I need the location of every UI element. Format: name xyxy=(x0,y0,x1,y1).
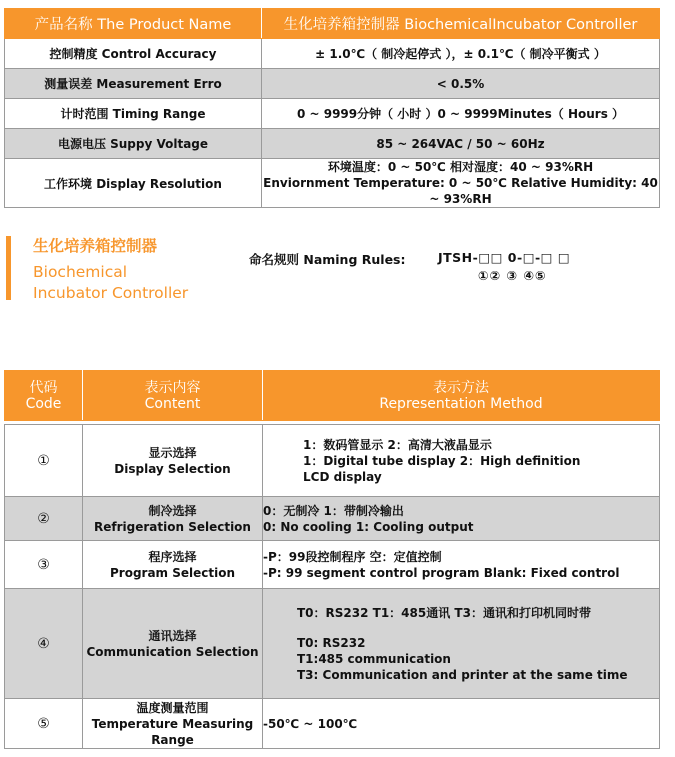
method-cell xyxy=(263,699,660,749)
method-line: 1：数码管显示 2：高清大液晶显示 xyxy=(303,437,492,452)
method-cell xyxy=(263,589,660,699)
content-cell xyxy=(83,497,263,541)
header-cn: 代码 xyxy=(29,379,58,396)
section-subtitle-line2: Incubator Controller xyxy=(33,284,189,302)
content-cn: 温度测量范围 xyxy=(136,700,209,715)
code-cell: ① xyxy=(5,425,83,497)
content-cn: 通讯选择 xyxy=(148,628,197,643)
spec-row-timing xyxy=(5,99,660,129)
content-cn: 程序选择 xyxy=(148,549,197,564)
method-cell xyxy=(263,497,660,541)
header-en: Content xyxy=(144,395,201,412)
method-cell xyxy=(263,541,660,589)
spec-label: 控制精度 Control Accuracy xyxy=(5,39,262,69)
code-cell: ② xyxy=(5,497,83,541)
code-cell: ③ xyxy=(5,541,83,589)
spec-row-voltage xyxy=(5,129,660,159)
content-cell xyxy=(83,425,263,497)
method-cell xyxy=(263,425,660,497)
spec-header-product: 生化培养箱控制器 BiochemicalIncubator Controller xyxy=(262,9,660,39)
content-cell xyxy=(83,699,263,749)
content-en: Display Selection xyxy=(114,461,231,476)
code-header-content xyxy=(83,371,263,421)
code-row-temperature xyxy=(5,699,660,749)
spec-header-name: 产品名称 The Product Name xyxy=(5,9,262,39)
spec-header-row xyxy=(5,9,660,39)
spec-value-line: Enviornment Temperature: 0 ~ 50℃ Relative Humidity: 40 ~ 93%RH xyxy=(263,176,658,206)
content-cell xyxy=(83,589,263,699)
spec-value: 85 ~ 264VAC / 50 ~ 60Hz xyxy=(262,129,660,159)
method-line: T3: Communication and printer at the same time xyxy=(297,667,628,682)
spec-value: ± 1.0℃（ 制冷起停式 ），± 0.1℃（ 制冷平衡式 ） xyxy=(262,39,660,69)
spec-value xyxy=(262,159,660,208)
method-line: -50℃ ~ 100℃ xyxy=(263,716,358,731)
header-en: Code xyxy=(25,395,62,412)
spec-row-environment xyxy=(5,159,660,208)
accent-bar xyxy=(6,236,11,300)
spec-value: 0 ~ 9999分钟（ 小时 ）0 ~ 9999Minutes（ Hours ） xyxy=(262,99,660,129)
code-table xyxy=(4,370,660,749)
content-cn: 制冷选择 xyxy=(148,503,197,518)
code-cell: ⑤ xyxy=(5,699,83,749)
method-line: 0: No cooling 1: Cooling output xyxy=(263,519,474,534)
method-line: 1：Digital tube display 2：High definition xyxy=(303,453,581,468)
content-en: Communication Selection xyxy=(86,644,259,659)
header-en: Representation Method xyxy=(379,395,543,412)
content-en: Program Selection xyxy=(109,565,236,580)
header-cn: 表示方法 xyxy=(433,379,489,396)
code-header-row xyxy=(5,371,660,421)
code-row-refrigeration xyxy=(5,497,660,541)
code-header-method xyxy=(263,371,660,421)
method-line: -P：99段控制程序 空：定值控制 xyxy=(263,549,442,564)
code-cell: ④ xyxy=(5,589,83,699)
spec-value-line: 环境温度：0 ~ 50℃ 相对湿度：40 ~ 93%RH xyxy=(327,160,594,174)
spec-label: 计时范围 Timing Range xyxy=(5,99,262,129)
naming-code: JTSH-□□ 0-□-□ □ xyxy=(438,250,571,265)
code-header-code xyxy=(5,371,83,421)
code-row-communication xyxy=(5,589,660,699)
spec-label: 电源电压 Suppy Voltage xyxy=(5,129,262,159)
naming-index: ①② ③ ④⑤ xyxy=(478,268,547,283)
content-en: Temperature Measuring Range xyxy=(91,716,254,747)
content-en: Refrigeration Selection xyxy=(94,519,251,534)
method-line: T1:485 communication xyxy=(297,651,451,666)
spec-table xyxy=(4,8,660,208)
content-cell xyxy=(83,541,263,589)
section-subtitle-line1: Biochemical xyxy=(33,263,128,281)
method-line: T0：RS232 T1：485通讯 T3：通讯和打印机同时带 xyxy=(297,605,591,620)
spec-label: 工作环境 Display Resolution xyxy=(5,159,262,208)
spec-row-error xyxy=(5,69,660,99)
naming-section xyxy=(6,236,656,306)
content-cn: 显示选择 xyxy=(148,445,197,460)
spec-value: < 0.5% xyxy=(262,69,660,99)
section-title: 生化培养箱控制器 xyxy=(33,237,158,255)
naming-rules-label: 命名规则 Naming Rules: xyxy=(249,252,406,267)
method-line: -P: 99 segment control program Blank: Fixed control xyxy=(263,565,620,580)
method-line: LCD display xyxy=(303,469,382,484)
line-gap xyxy=(297,621,659,635)
code-row-program xyxy=(5,541,660,589)
code-row-display xyxy=(5,425,660,497)
spec-label: 测量误差 Measurement Erro xyxy=(5,69,262,99)
spec-row-accuracy xyxy=(5,39,660,69)
method-line: 0：无制冷 1：带制冷输出 xyxy=(263,503,404,518)
header-cn: 表示内容 xyxy=(144,379,201,396)
method-line: T0: RS232 xyxy=(297,635,366,650)
